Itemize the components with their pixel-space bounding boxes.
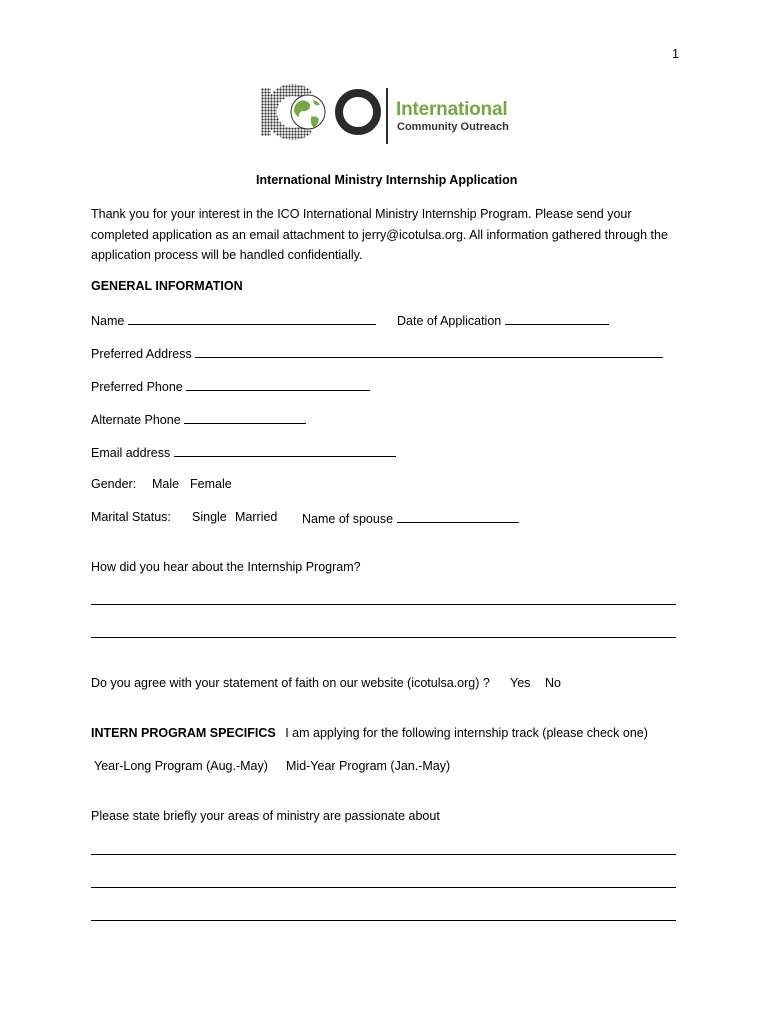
faith-option-no[interactable]: No (545, 676, 561, 690)
spouse-label: Name of spouse (302, 512, 394, 526)
hear-question: How did you hear about the Internship Program? (91, 560, 361, 574)
track-option-year-long[interactable]: Year-Long Program (Aug.-May) (94, 759, 268, 773)
faith-question: Do you agree with your statement of faith on our website (icotulsa.org) ? (91, 676, 490, 690)
alternate-phone-field (91, 411, 306, 427)
faith-option-yes[interactable]: Yes (510, 676, 531, 690)
logo-text-community-outreach: Community Outreach (397, 121, 509, 133)
ministry-question: Please state briefly your areas of ministry are passionate about (91, 809, 440, 823)
program-specifics-heading: INTERN PROGRAM SPECIFICS (91, 726, 276, 740)
phone-field (91, 378, 370, 394)
logo-text-international: International (396, 99, 508, 120)
name-input-line[interactable] (128, 312, 376, 325)
ministry-answer-line-3[interactable] (91, 920, 676, 921)
ico-logo-mark (258, 82, 386, 140)
alternate-phone-input-line[interactable] (184, 411, 306, 424)
ministry-answer-line-2[interactable] (91, 887, 676, 888)
program-specifics-row (91, 726, 648, 740)
ministry-answer-line-1[interactable] (91, 854, 676, 855)
marital-option-single[interactable]: Single (192, 510, 227, 524)
page-number: 1 (672, 47, 679, 61)
address-input-line[interactable] (195, 345, 663, 358)
hear-answer-line-2[interactable] (91, 637, 676, 638)
address-field (91, 345, 663, 361)
date-field (397, 312, 609, 328)
phone-label: Preferred Phone (91, 380, 183, 394)
marital-option-married[interactable]: Married (235, 510, 278, 524)
phone-input-line[interactable] (186, 378, 370, 391)
gender-option-male[interactable]: Male (152, 477, 180, 491)
date-label: Date of Application (397, 314, 502, 328)
name-field (91, 312, 376, 328)
logo-divider (386, 88, 388, 144)
name-label: Name (91, 314, 125, 328)
gender-label: Gender: (91, 477, 137, 491)
intro-paragraph: Thank you for your interest in the ICO International Ministry Internship Program. Please send your completed application as an email attachment to jerry@icotulsa.org. All information gathered through the application process will be handled confidentially. (91, 207, 668, 262)
email-input-line[interactable] (174, 444, 396, 457)
marital-status-label: Marital Status: (91, 510, 171, 524)
email-field (91, 444, 396, 460)
alternate-phone-label: Alternate Phone (91, 413, 181, 427)
gender-option-female[interactable]: Female (190, 477, 232, 491)
spouse-input-line[interactable] (397, 510, 519, 523)
email-label: Email address (91, 446, 171, 460)
general-information-heading: GENERAL INFORMATION (91, 279, 243, 293)
hear-answer-line-1[interactable] (91, 604, 676, 605)
track-option-mid-year[interactable]: Mid-Year Program (Jan.-May) (286, 759, 451, 773)
program-specifics-text: I am applying for the following internship track (please check one) (285, 726, 648, 740)
spouse-field (302, 510, 519, 526)
date-input-line[interactable] (505, 312, 609, 325)
address-label: Preferred Address (91, 347, 192, 361)
form-title: International Ministry Internship Application (256, 173, 518, 187)
